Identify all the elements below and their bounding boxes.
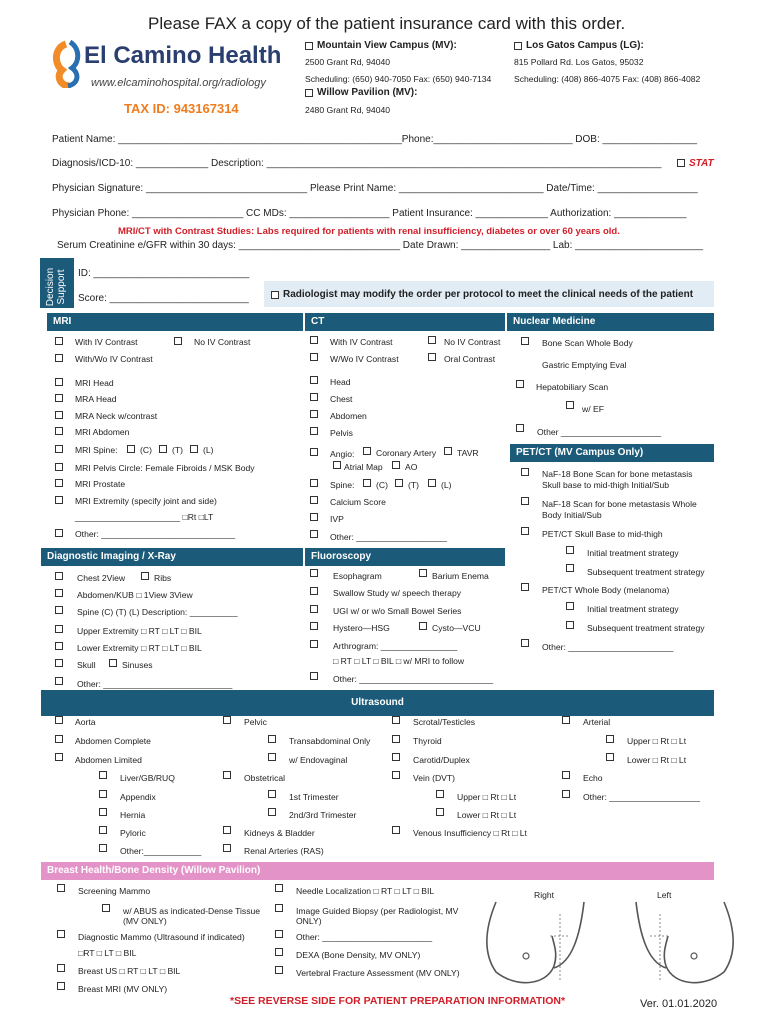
ct-spine-c-label: (C) [376,480,388,490]
breast-needle-checkbox[interactable] [275,884,283,892]
ct-calcium-checkbox[interactable] [310,496,318,504]
us-tri1-label: 1st Trimester [289,792,339,802]
el-camino-logo [52,40,82,88]
xray-chest-label: Chest 2View [77,573,126,583]
breast-other-checkbox[interactable] [275,930,283,938]
breast-biopsy-checkbox[interactable] [275,904,283,912]
ct-spine-t-label: (T) [408,480,419,490]
fluoro-header: Fluoroscopy [305,548,505,566]
mri-extremity-label: MRI Extremity (specify joint and side) [75,496,217,506]
mv-campus-scheduling: Scheduling: (650) 940-7050 Fax: (650) 940-7134 [305,74,492,84]
breast-needle-label: Needle Localization □ RT □ LT □ BIL [296,886,435,896]
stat-label: STAT [689,158,714,169]
xray-lower-label: Lower Extremity □ RT □ LT □ BIL [77,643,202,653]
nuc-other-field[interactable]: Other _____________________ [537,427,662,437]
us-liver-checkbox[interactable] [99,771,107,779]
fluoro-swallow-label: Swallow Study w/ speech therapy [333,588,462,598]
us-pelvic-checkbox[interactable] [223,716,231,724]
pet-subseq2-label: Subsequent treatment strategy [587,623,705,633]
pet-naf1-checkbox[interactable] [521,468,529,476]
us-vein-lower-label: Lower □ Rt □ Lt [457,810,517,820]
ct-calcium-label: Calcium Score [330,497,386,507]
us-venous-checkbox[interactable] [392,826,400,834]
xray-lower-checkbox[interactable] [55,642,63,650]
breast-abus-checkbox[interactable] [102,904,110,912]
us-renal-label: Renal Arteries (RAS) [244,846,324,856]
mra-neck-checkbox[interactable] [55,411,63,419]
physician-phone-field[interactable]: Physician Phone: ____________________ CC MDs: __________________ Patient Insurance: _____________ Authorization: _____________ [52,208,687,219]
xray-sinuses-label: Sinuses [122,660,153,670]
breast-screening-label: Screening Mammo [78,886,151,896]
ct-other-field[interactable]: Other: ___________________ [330,532,448,542]
mri-spine-c-label: (C) [140,445,152,455]
fluoro-arthro-options[interactable]: □ RT □ LT □ BIL □ w/ MRI to follow [333,656,465,666]
ct-pelvis-checkbox[interactable] [310,427,318,435]
breast-dexa-checkbox[interactable] [275,948,283,956]
willow-pavilion-label: Willow Pavilion (MV): [317,87,418,98]
breast-vfa-label: Vertebral Fracture Assessment (MV ONLY) [296,968,460,978]
mv-campus-address: 2500 Grant Rd, 94040 [305,57,391,67]
us-renal-checkbox[interactable] [223,844,231,852]
mv-campus-label: Mountain View Campus (MV): [317,40,457,51]
us-abd-limited-checkbox[interactable] [55,753,63,761]
contrast-note: MRI/CT with Contrast Studies: Labs required for patients with renal insufficiency, diabetes or over 60 years old. [118,226,620,237]
mri-spine-checkbox[interactable] [55,445,63,453]
xray-other-field[interactable]: Other: ___________________________ [77,679,233,689]
us-obstetrical-label: Obstetrical [244,773,286,783]
pet-subseq2-checkbox[interactable] [566,621,574,629]
mri-other-checkbox[interactable] [55,529,63,537]
physician-signature-field[interactable]: Physician Signature: _____________________________ Please Print Name: __________________________ Date/Time: __________________ [52,183,698,194]
us-tri23-label: 2nd/3rd Trimester [289,810,357,820]
us-appendix-checkbox[interactable] [99,790,107,798]
mri-spine-label: MRI Spine: [75,445,118,455]
xray-skull-checkbox[interactable] [55,659,63,667]
breast-diagram-left-label: Left [657,890,672,900]
us-carotid-label: Carotid/Duplex [413,755,470,765]
breast-dexa-label: DEXA (Bone Density, MV ONLY) [296,950,421,960]
mri-prostate-label: MRI Prostate [75,479,126,489]
pet-naf2-label: NaF-18 Scan for bone metastasis Whole [542,499,697,509]
breast-biopsy-label: Image Guided Biopsy (per Radiologist, MV [296,906,459,916]
ct-coronary-checkbox[interactable] [363,447,371,455]
ct-atrial-label: Atrial Map [344,462,383,472]
pet-other-field[interactable]: Other: ______________________ [542,642,674,652]
xray-skull-label: Skull [77,660,96,670]
xray-abdomen-label: Abdomen/KUB □ 1View 3View [77,590,193,600]
us-tri1-checkbox[interactable] [268,790,276,798]
ct-with-wo-checkbox[interactable] [310,353,318,361]
mri-abdomen-label: MRI Abdomen [75,427,130,437]
pet-initial1-checkbox[interactable] [566,546,574,554]
fluoro-ugi-label: UGI w/ or w/o Small Bowel Series [333,606,462,616]
pet-naf2-checkbox[interactable] [521,497,529,505]
us-thyroid-checkbox[interactable] [392,735,400,743]
ds-id-field[interactable]: ID: ____________________________ [78,268,250,279]
xray-abdomen-checkbox[interactable] [55,589,63,597]
us-transabd-checkbox[interactable] [268,735,276,743]
ct-header: CT [305,313,505,331]
nuclear-header: Nuclear Medicine [507,313,714,331]
us-kidneys-checkbox[interactable] [223,826,231,834]
pet-initial2-label: Initial treatment strategy [587,604,679,614]
ct-tavr-checkbox[interactable] [444,447,452,455]
xray-other-checkbox[interactable] [55,677,63,685]
nuc-gastric-label: Gastric Emptying Eval [542,360,627,370]
us-thyroid-label: Thyroid [413,736,442,746]
pet-whole-checkbox[interactable] [521,583,529,591]
willow-pavilion-address: 2480 Grant Rd, 94040 [305,105,391,115]
nuc-hepato-label: Hepatobiliary Scan [536,382,609,392]
us-vein-label: Vein (DVT) [413,773,456,783]
stat-checkbox[interactable] [677,159,685,167]
mra-neck-label: MRA Neck w/contrast [75,411,158,421]
breast-diagnostic-options[interactable]: □RT □ LT □ BIL [78,948,137,958]
version: Ver. 01.01.2020 [640,998,718,1010]
nuc-bone-checkbox[interactable] [521,337,529,345]
ct-with-iv-label: With IV Contrast [330,337,393,347]
pet-naf1-label: NaF-18 Bone Scan for bone metastasis [542,469,693,479]
decision-support-label: Decision Support [45,267,67,307]
breast-header: Breast Health/Bone Density (Willow Pavilion) [41,862,714,880]
mri-no-iv-label: No IV Contrast [194,337,251,347]
ct-head-checkbox[interactable] [310,376,318,384]
us-vein-checkbox[interactable] [392,771,400,779]
radiologist-note: Radiologist may modify the order per protocol to meet the clinical needs of the patient [283,289,694,300]
pet-naf2-sub: Body Initial/Sub [542,510,602,520]
mri-prostate-checkbox[interactable] [55,479,63,487]
ct-tavr-label: TAVR [457,448,479,458]
breast-diagram[interactable] [476,896,744,990]
breast-mri-checkbox[interactable] [57,982,65,990]
xray-upper-checkbox[interactable] [55,625,63,633]
radiologist-modify-checkbox[interactable] [271,291,279,299]
pet-initial2-checkbox[interactable] [566,602,574,610]
ct-spine-checkbox[interactable] [310,479,318,487]
ct-spine-t-checkbox[interactable] [395,479,403,487]
breast-us-label: Breast US □ RT □ LT □ BIL [78,966,181,976]
fluoro-esoph-label: Esophagram [333,571,382,581]
ct-other-checkbox[interactable] [310,530,318,538]
breast-abus-label: w/ ABUS as indicated-Dense Tissue [123,906,261,916]
patient-name-field[interactable]: Patient Name: ___________________________________________________Phone:_________________________ DOB: _________________ [52,134,698,145]
mri-header: MRI [47,313,303,331]
breast-diagram-right-label: Right [534,890,555,900]
fluoro-ugi-checkbox[interactable] [310,605,318,613]
us-art-upper-label: Upper □ Rt □ Lt [627,736,687,746]
mri-other-field[interactable]: Other: ____________________________ [75,529,236,539]
ds-score-field[interactable]: Score: _________________________ [78,293,249,304]
mri-extremity-checkbox[interactable] [55,496,63,504]
us-transabd-label: Transabdominal Only [289,736,371,746]
breast-biopsy-sub: ONLY) [296,916,322,926]
xray-spine-label: Spine (C) (T) (L) Description: __________ [77,607,238,617]
ultrasound-header: Ultrasound [41,690,714,716]
us-scrotal-label: Scrotal/Testicles [413,717,476,727]
xray-upper-label: Upper Extremity □ RT □ LT □ BIL [77,626,202,636]
ct-no-iv-label: No IV Contrast [444,337,501,347]
lg-campus-address: 815 Pollard Rd. Los Gatos, 95032 [514,57,644,67]
us-other2-checkbox[interactable] [562,790,570,798]
fluoro-hystero-label: Hystero—HSG [333,623,390,633]
nuc-other-checkbox[interactable] [516,424,524,432]
us-art-lower-label: Lower □ Rt □ Lt [627,755,687,765]
us-arterial-checkbox[interactable] [562,716,570,724]
us-venous-label: Venous Insufficiency □ Rt □ Lt [413,828,527,838]
ct-ao-checkbox[interactable] [392,461,400,469]
willow-pavilion-checkbox[interactable] [305,89,313,97]
nuc-bone-label: Bone Scan Whole Body [542,338,633,348]
ct-oral-checkbox[interactable] [428,353,436,361]
fluoro-swallow-checkbox[interactable] [310,587,318,595]
fluoro-barium-label: Barium Enema [432,571,489,581]
nuc-w-ef-checkbox[interactable] [566,401,574,409]
diagnosis-field[interactable]: Diagnosis/ICD-10: _____________ Description: _______________________________________________________________________ [52,158,662,169]
breast-other-field[interactable]: Other: _______________________ [296,932,433,942]
mri-spine-l-label: (L) [203,445,214,455]
creatinine-field[interactable]: Serum Creatinine e/GFR within 30 days: _____________________________ Date Drawn: ________________ Lab: _______________________ [57,240,704,251]
us-abd-complete-label: Abdomen Complete [75,736,151,746]
xray-header: Diagnostic Imaging / X-Ray [41,548,303,566]
pet-whole-label: PET/CT Whole Body (melanoma) [542,585,670,595]
xray-ribs-checkbox[interactable] [141,572,149,580]
fax-title: Please FAX a copy of the patient insurance card with this order. [148,14,626,33]
us-echo-checkbox[interactable] [562,771,570,779]
ct-with-wo-label: W/Wo IV Contrast [330,354,399,364]
us-pelvic-label: Pelvic [244,717,267,727]
footer-note: *SEE REVERSE SIDE FOR PATIENT PREPARATION INFORMATION* [230,995,566,1007]
ct-chest-label: Chest [330,394,353,404]
us-echo-label: Echo [583,773,603,783]
mri-with-wo-checkbox[interactable] [55,354,63,362]
fluoro-barium-checkbox[interactable] [419,569,427,577]
us-other1-field[interactable]: Other:____________ [120,846,202,856]
us-art-upper-checkbox[interactable] [606,735,614,743]
ct-no-iv-checkbox[interactable] [428,336,436,344]
us-abd-limited-label: Abdomen Limited [75,755,142,765]
ct-pelvis-label: Pelvis [330,428,353,438]
us-hernia-checkbox[interactable] [99,808,107,816]
mra-head-label: MRA Head [75,394,117,404]
xray-chest-checkbox[interactable] [55,572,63,580]
mri-with-iv-checkbox[interactable] [55,337,63,345]
lg-campus-label: Los Gatos Campus (LG): [526,40,644,51]
ct-ao-label: AO [405,462,418,472]
breast-diagnostic-checkbox[interactable] [57,930,65,938]
us-tri23-checkbox[interactable] [268,808,276,816]
us-vein-upper-label: Upper □ Rt □ Lt [457,792,517,802]
ct-angio-checkbox[interactable] [310,448,318,456]
tax-id: TAX ID: 943167314 [124,101,239,116]
us-carotid-checkbox[interactable] [392,753,400,761]
us-art-lower-checkbox[interactable] [606,753,614,761]
org-name: El Camino Health [84,42,282,69]
pet-skull-label: PET/CT Skull Base to mid-thigh [542,529,663,539]
breast-mri-label: Breast MRI (MV ONLY) [78,984,168,994]
ct-with-iv-checkbox[interactable] [310,336,318,344]
breast-diagnostic-label: Diagnostic Mammo (Ultrasound if indicated) [78,932,245,942]
xray-sinuses-checkbox[interactable] [109,659,117,667]
us-kidneys-label: Kidneys & Bladder [244,828,315,838]
ct-coronary-label: Coronary Artery [376,448,437,458]
ct-spine-label: Spine: [330,480,355,490]
mri-pelvis-label: MRI Pelvis Circle: Female Fibroids / MSK Body [75,463,255,473]
mri-with-wo-label: With/Wo IV Contrast [75,354,153,364]
us-vein-lower-checkbox[interactable] [436,808,444,816]
breast-vfa-checkbox[interactable] [275,966,283,974]
mv-campus-checkbox[interactable] [305,42,313,50]
xray-spine-checkbox[interactable] [55,606,63,614]
fluoro-cysto-label: Cysto—VCU [432,623,481,633]
fluoro-esoph-checkbox[interactable] [310,569,318,577]
lg-campus-scheduling: Scheduling: (408) 866-4075 Fax: (408) 866-4082 [514,74,701,84]
us-scrotal-checkbox[interactable] [392,716,400,724]
us-vein-upper-checkbox[interactable] [436,790,444,798]
mri-with-iv-label: With IV Contrast [75,337,138,347]
pet-header: PET/CT (MV Campus Only) [510,444,714,462]
mri-head-checkbox[interactable] [55,378,63,386]
fluoro-arthro-field[interactable]: Arthrogram: ________________ [333,641,458,651]
us-liver-label: Liver/GB/RUQ [120,773,175,783]
mri-no-iv-checkbox[interactable] [174,337,182,345]
us-appendix-label: Appendix [120,792,156,802]
us-abd-complete-checkbox[interactable] [55,735,63,743]
pet-initial1-label: Initial treatment strategy [587,548,679,558]
fluoro-other-checkbox[interactable] [310,672,318,680]
ct-spine-c-checkbox[interactable] [363,479,371,487]
pet-skull-checkbox[interactable] [521,527,529,535]
nuc-w-ef-label: w/ EF [582,404,604,414]
us-aorta-checkbox[interactable] [55,716,63,724]
ct-spine-l-label: (L) [441,480,452,490]
us-endovag-label: w/ Endovaginal [289,755,348,765]
ct-head-label: Head [330,377,351,387]
us-endovag-checkbox[interactable] [268,753,276,761]
breast-screening-checkbox[interactable] [57,884,65,892]
pet-subseq1-label: Subsequent treatment strategy [587,567,705,577]
nuc-hepato-checkbox[interactable] [516,380,524,388]
fluoro-cysto-checkbox[interactable] [419,622,427,630]
us-arterial-label: Arterial [583,717,611,727]
us-aorta-label: Aorta [75,717,96,727]
mri-abdomen-checkbox[interactable] [55,427,63,435]
us-hernia-label: Hernia [120,810,146,820]
ct-oral-label: Oral Contrast [444,354,496,364]
mra-head-checkbox[interactable] [55,394,63,402]
us-obstetrical-checkbox[interactable] [223,771,231,779]
ct-ivp-label: IVP [330,514,344,524]
breast-us-checkbox[interactable] [57,964,65,972]
fluoro-arthro-checkbox[interactable] [310,640,318,648]
xray-ribs-label: Ribs [154,573,172,583]
us-pyloric-checkbox[interactable] [99,826,107,834]
us-other1-checkbox[interactable] [99,844,107,852]
pet-naf1-sub: Skull base to mid-thigh Initial/Sub [542,480,670,490]
mri-spine-l-checkbox[interactable] [190,445,198,453]
lg-campus-checkbox[interactable] [514,42,522,50]
pet-subseq1-checkbox[interactable] [566,564,574,572]
fluoro-hystero-checkbox[interactable] [310,622,318,630]
us-pyloric-label: Pyloric [120,828,146,838]
ct-atrial-checkbox[interactable] [333,461,341,469]
ct-ivp-checkbox[interactable] [310,513,318,521]
ct-abdomen-label: Abdomen [330,411,367,421]
mri-spine-t-label: (T) [172,445,183,455]
mri-extremity-side[interactable]: ______________________ □Rt □LT [75,512,214,522]
mri-pelvis-checkbox[interactable] [55,463,63,471]
ct-chest-checkbox[interactable] [310,393,318,401]
pet-other-checkbox[interactable] [521,639,529,647]
mri-spine-t-checkbox[interactable] [159,445,167,453]
ct-spine-l-checkbox[interactable] [428,479,436,487]
ct-angio-label: Angio: [330,449,355,459]
breast-abus-sub: (MV ONLY) [123,916,167,926]
mri-head-label: MRI Head [75,378,114,388]
mri-spine-c-checkbox[interactable] [127,445,135,453]
ct-abdomen-checkbox[interactable] [310,410,318,418]
us-other2-field[interactable]: Other: ___________________ [583,792,701,802]
website[interactable]: www.elcaminohospital.org/radiology [91,77,266,89]
fluoro-other-field[interactable]: Other: ____________________________ [333,674,494,684]
